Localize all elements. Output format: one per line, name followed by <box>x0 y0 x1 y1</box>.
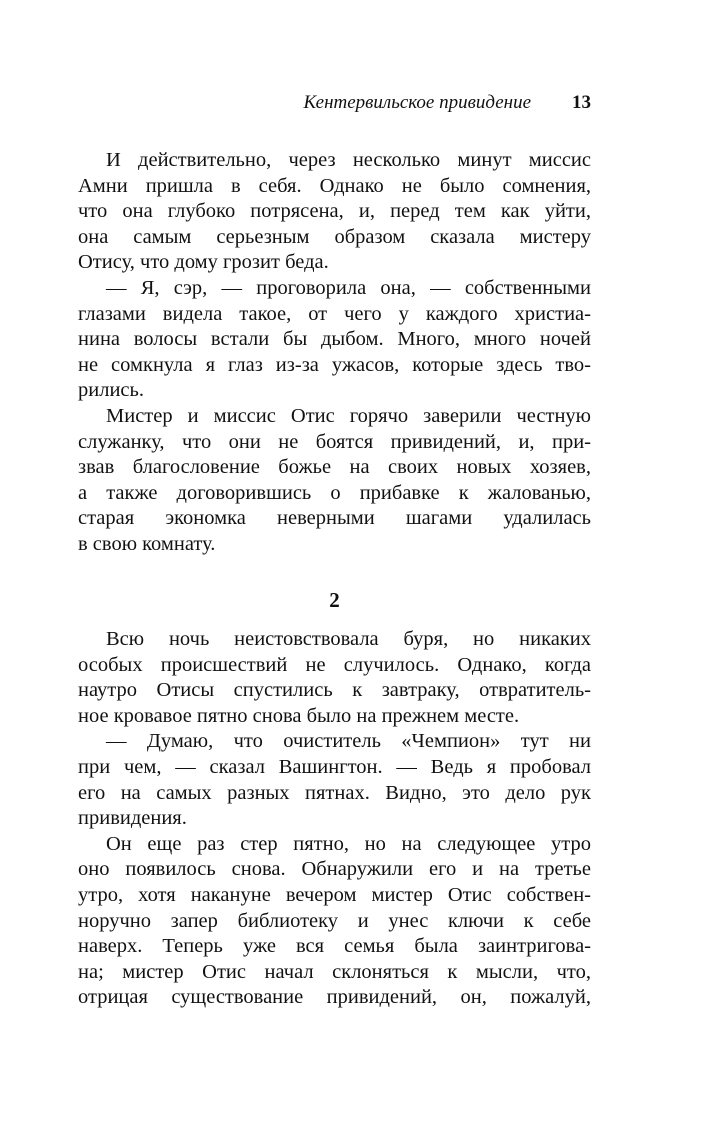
section-2-text <box>78 627 591 1011</box>
text-line: старая экономка неверными шагами удалилась <box>78 507 591 530</box>
text-line: звав благословение божье на своих новых хозяев, <box>78 456 591 479</box>
text-line: глазами видела такое, от чего у каждого христиа- <box>78 302 591 325</box>
text-line: служанку, что они не боятся привидений, и, при- <box>78 430 591 453</box>
text-line: на; мистер Отис начал склоняться к мысли, что, <box>78 960 591 983</box>
text-line: утро, хотя накануне вечером мистер Отис собствен- <box>78 883 591 906</box>
text-line: Мистер и миссис Отис горячо заверили честную <box>106 404 591 427</box>
text-line: — Думаю, что очиститель «Чемпион» тут ни <box>106 730 591 753</box>
text-line: Амни пришла в себя. Однако не было сомнения, <box>78 174 591 197</box>
running-title: Кентервильское привидение <box>303 92 531 113</box>
text-line: его на самых разных пятнах. Видно, это дело рук <box>78 781 591 804</box>
text-line: при чем, — сказал Вашингтон. — Ведь я пробовал <box>78 755 591 778</box>
text-line: норучно запер библиотеку и унес ключи к себе <box>78 909 591 932</box>
text-line: не сомкнула я глаз из-за ужасов, которые здесь тво- <box>78 353 591 376</box>
running-header <box>78 91 591 115</box>
text-line: ное кровавое пятно снова было на прежнем месте. <box>78 704 520 727</box>
text-line: оно появилось снова. Обнаружили его и на третье <box>78 858 591 881</box>
section-1-text <box>78 148 591 558</box>
text-line: она самым серьезным образом сказала мистеру <box>78 225 591 248</box>
text-line: Отису, что дому грозит беда. <box>78 251 329 274</box>
text-line: а также договорившись о прибавке к жалованью, <box>78 481 591 504</box>
text-line: наверх. Теперь уже вся семья была заинтригова- <box>78 935 591 958</box>
text-line: что она глубоко потрясена, и, перед тем как уйти, <box>78 200 591 223</box>
page-number: 13 <box>572 92 591 113</box>
text-line: — Я, сэр, — проговорила она, — собственными <box>106 276 591 299</box>
text-line: Он еще раз стер пятно, но на следующее утро <box>106 832 591 855</box>
text-line: наутро Отисы спустились к завтраку, отвратитель- <box>78 679 591 702</box>
text-line: отрицая существование привидений, он, пожалуй, <box>78 986 591 1009</box>
text-line: привидения. <box>78 807 187 830</box>
section-number: 2 <box>329 588 340 612</box>
text-line: особых происшествий не случилось. Однако, когда <box>78 653 591 676</box>
text-line: И действительно, через несколько минут миссис <box>106 149 591 171</box>
text-line: нина волосы встали бы дыбом. Много, много ночей <box>78 328 591 351</box>
text-line: в свою комнату. <box>78 532 216 555</box>
text-line: рились. <box>78 379 144 402</box>
text-line: Всю ночь неистовствовала буря, но никаких <box>106 628 591 650</box>
